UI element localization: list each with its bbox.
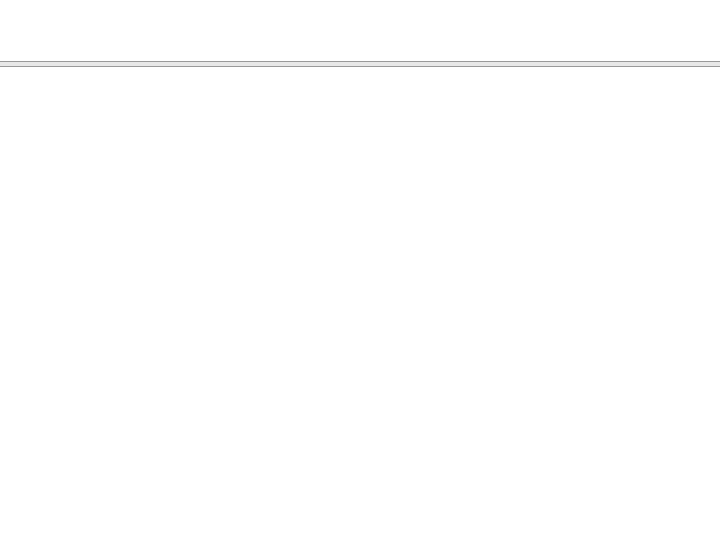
freeze-pane-divider[interactable] <box>0 61 720 67</box>
